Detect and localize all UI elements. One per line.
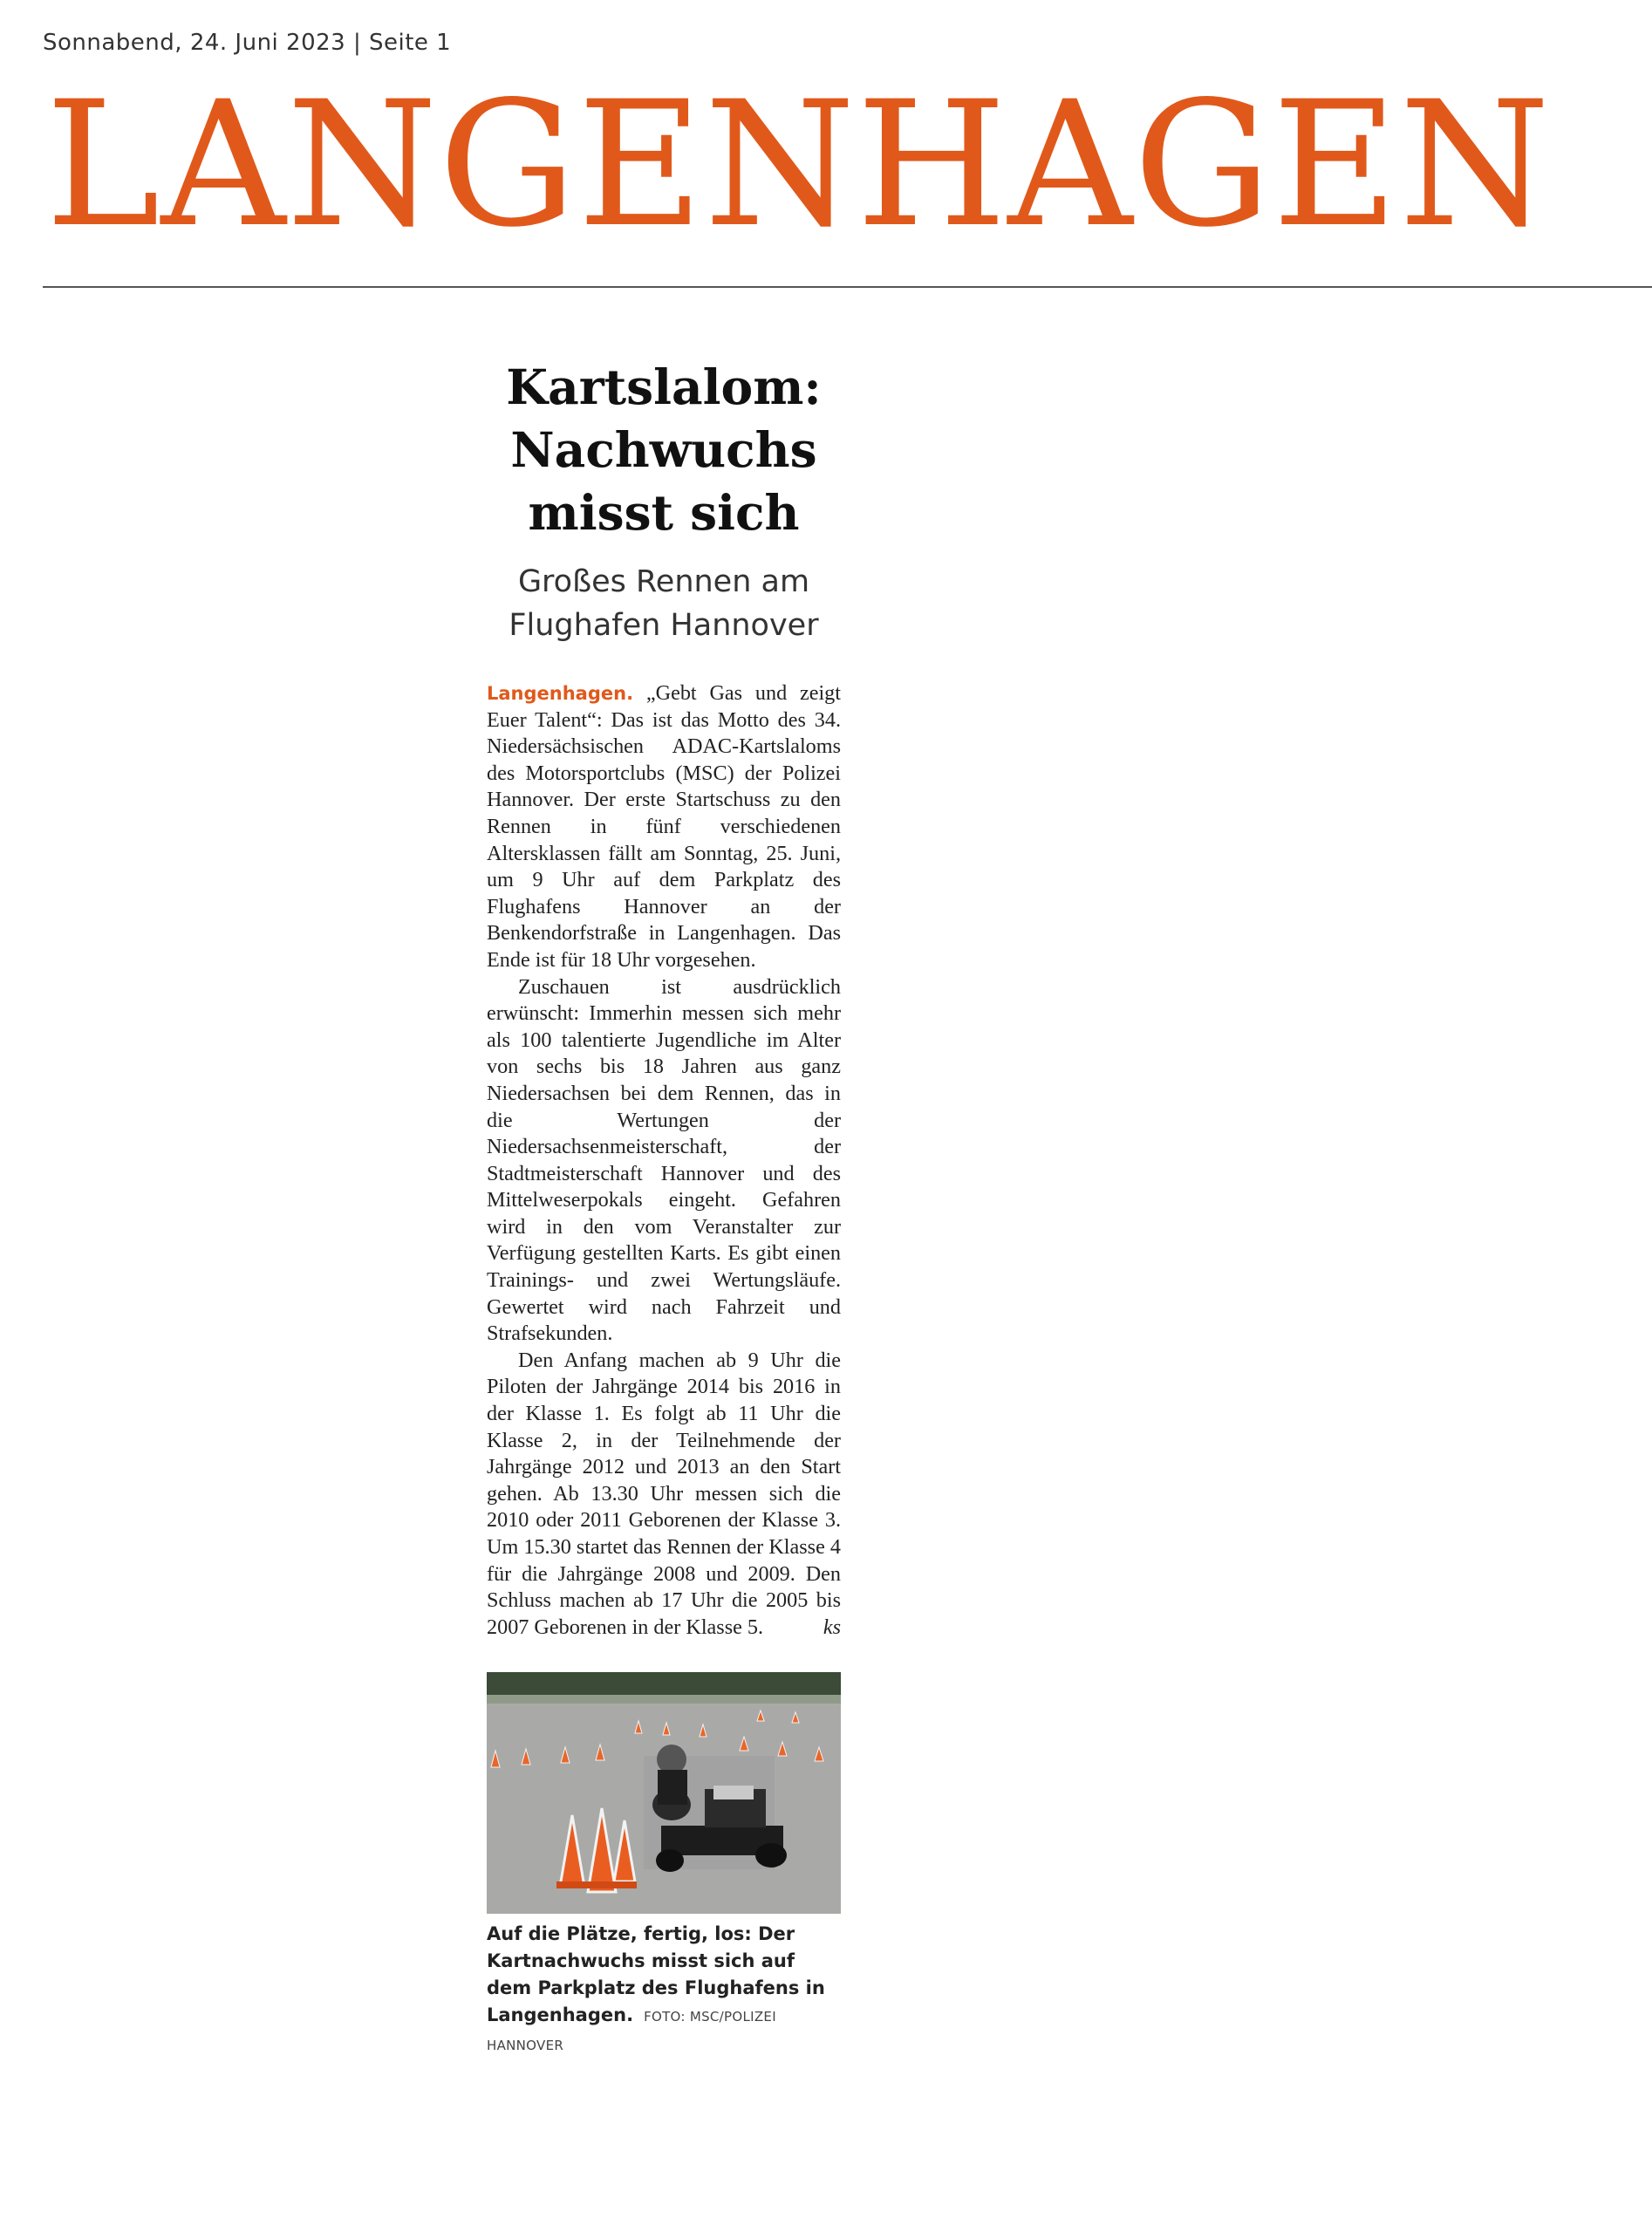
- article-headline: [487, 356, 841, 544]
- kart-race-photo: [487, 1672, 841, 1914]
- masthead-rule: [43, 286, 1652, 288]
- headline-line: Kartslalom:: [506, 359, 822, 415]
- author-initials: ks: [823, 1615, 841, 1639]
- article-subheadline: [487, 560, 841, 647]
- article-paragraph: [487, 680, 841, 974]
- headline-line: misst sich: [528, 484, 800, 541]
- headline-line: Nachwuchs: [510, 421, 817, 478]
- article-paragraph: Zuschauen ist ausdrücklich erwünscht: Immerhin messen sich mehr als 100 talentierte Jugendliche im Alter von sechs bis 18 Jahren aus ganz Niedersachsen bei dem Rennen, das in die Wertungen der Niedersachsenmeisterschaft, der Stadtmeisterschaft Hannover und des Mittelweserpokals eingeht. Gefahren wird in den vom Veranstalter zur Verfügung gestellten Karts. Es gibt einen Trainings- und zwei Wertungsläufe. Gewertet wird nach Fahrzeit und Strafsekunden.: [487, 974, 841, 1346]
- paragraph-text: Den Anfang machen ab 9 Uhr die Piloten der Jahrgänge 2014 bis 2016 in der Klasse 1. Es folgt ab 11 Uhr die Klasse 2, in der Teilnehmende der Jahrgänge 2012 und 2013 an den Start gehen. Ab 13.30 Uhr messen sich die 2010 oder 2011 Geborenen der Klasse 3. Um 15.30 startet das Rennen der Klasse 4 für die Jahrgänge 2008 und 2009. Den Schluss machen ab 17 Uhr die 2005 bis 2007 Geborenen in der Klasse 5.: [487, 1348, 841, 1639]
- location-kicker: Langenhagen.: [487, 683, 634, 704]
- caption-text: Auf die Plätze, fertig, los: Der Kartnachwuchs misst sich auf dem Parkplatz des Flughafens in Langenhagen.: [487, 1923, 825, 2026]
- photo-caption: [487, 1921, 841, 2059]
- article-paragraph: [487, 1348, 841, 1642]
- paragraph-text: „Gebt Gas und zeigt Euer Talent“: Das ist das Motto des 34. Niedersächsischen ADAC-Kartslaloms des Motorsportclubs (MSC) der Polizei Hannover. Der erste Startschuss zu den Rennen in fünf verschiedenen Altersklassen fällt am Sonntag, 25. Juni, um 9 Uhr auf dem Parkplatz des Flughafens Hannover an der Benkendorfstraße in Langenhagen. Das Ende ist für 18 Uhr vorgesehen.: [487, 681, 841, 972]
- article: [487, 356, 841, 2059]
- masthead-title: LANGENHAGEN: [45, 64, 1552, 265]
- subhead-line: Flughafen Hannover: [509, 608, 819, 643]
- subhead-line: Großes Rennen am: [517, 564, 810, 599]
- dateline: Sonnabend, 24. Juni 2023 | Seite 1: [43, 30, 452, 56]
- photo-credit: FOTO: MSC/POLIZEI HANNOVER: [487, 2009, 776, 2054]
- article-body: [487, 680, 841, 1641]
